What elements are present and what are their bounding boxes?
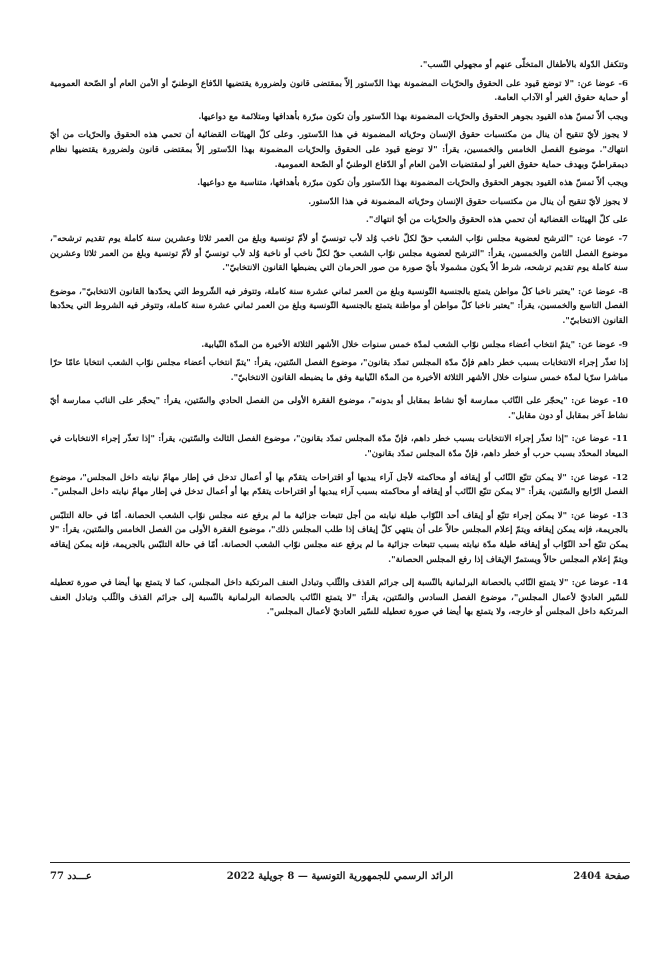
- paragraph: ويجب ألاّ تمسّ هذه القيود بجوهر الحقوق والحرّيات المضمونة بهذا الدّستور وأن تكون مبرّرة بأهدافها، متناسبة مع دواعيها.: [197, 178, 628, 189]
- paragraph: 7- عوضا عن: "الترشح لعضوية مجلس نوّاب الشعب حقّ لكلّ ناخب وُلد لأب تونسيّ أو لأمّ تونسية وبلغ من العمر ثلاثا وعشرين سنة كاملة يوم تقديم ترشحه"، موضوع الفصل الثامن والخمسين، يقرأ: "الترشح لعضوية مجلس نوّاب الشعب حقّ لكلّ ناخب أو ناخبة وُلد لأب تونسيّ أو لأمّ تونسية وبلغ من العمر ثلاثا وعشرين سنة كاملة يوم تقديم ترشحه، شرط ألاّ يكون مشمولا بأيّ صورة من صور الحرمان التي يضبطها القانون الانتخابيّ".: [50, 233, 628, 274]
- paragraph: 8- عوضا عن: "يعتبر ناخبا كلّ مواطن يتمتع بالجنسية التّونسية وبلغ من العمر ثماني عشرة سنة كاملة، وتتوفر فيه الشّروط التي يحدّدها القانون الانتخابيّ"، موضوع الفصل التاسع والخمسين، يقرأ: "يعتبر ناخبا كلّ مواطن أو مواطنة يتمتع بالجنسية التّونسية وبلغ من العمر ثماني عشرة سنة كاملة، وتتوفر فيه الشروط التي يحدّدها القانون الانتخابيّ".: [50, 286, 628, 326]
- paragraph: لا يجوز لأيّ تنقيح أن ينال من مكتسبات حقوق الإنسان وحرّياته المضمونة في هذا الدّستور.: [308, 196, 628, 207]
- paragraph: إذا تعذّر إجراء الانتخابات بسبب خطر داهم فإنّ مدّة المجلس تمدّد بقانون"، موضوع الفصل السّتين، يقرأ: "يتمّ انتخاب أعضاء مجلس نوّاب الشعب انتخابا عامّا حرّا مباشرا سرّيا لمدّة خمس سنوات خلال الأشهر الثلاثة الأخيرة من المدّة النّيابية وفق ما يضبطه القانون الانتخابيّ".: [50, 358, 628, 383]
- paragraph: 14- عوضا عن: "لا يتمتع النّائب بالحصانة البرلمانية بالنّسبة إلى جرائم القذف والثّلب وتبادل العنف المرتكبة داخل المجلس، كما لا يتمتع بها أيضا في صورة تعطيله للسّير العاديّ لأعمال المجلس"، موضوع الفصل السادس والسّتين، يقرأ: "لا يتمتع النّائب بالحصانة البرلمانية بالنّسبة إلى جرائم القذف والثّلب وتبادل العنف المرتكبة داخل المجلس أو خارجه، ولا يتمتع بها أيضا في صورة تعطيله للسّير العاديّ لأعمال المجلس".: [50, 578, 628, 618]
- paragraph: على كلّ الهيئات القضائية أن تحمي هذه الحقوق والحرّيات من أيّ انتهاك".: [365, 215, 628, 226]
- page-number: صفحة 2404: [573, 871, 630, 882]
- page-footer: [50, 871, 630, 889]
- paragraph: 10- عوضا عن: "يحجّر على النّائب ممارسة أيّ نشاط بمقابل أو بدونه"، موضوع الفقرة الأولى من الفصل الحادي والسّتين، يقرأ: "يحجّر على النائب ممارسة أيّ نشاط آخر بمقابل أو دون مقابل".: [50, 396, 628, 421]
- paragraph: 12- عوضا عن: "لا يمكن تتبّع النّائب أو إيقافه أو محاكمته لأجل آراء يبديها أو اقتراحات يتقدّم بها أو أعمال تدخل في إطار مهامّ نيابته داخل المجلس"، موضوع الفصل الرّابع والسّتين، يقرأ: "لا يمكن تتبّع النّائب أو إيقافه أو محاكمته بسبب آراء يبديها أو اقتراحات يتقدّم بها أو أعمال تدخل في إطار مهامّ نيابته داخل المجلس".: [50, 472, 628, 498]
- document-body: [50, 58, 628, 629]
- paragraph: وتتكفل الدّولة بالأطفال المتخلّى عنهم أو مجهولي النّسب".: [419, 60, 628, 70]
- issue-number: عـــدد 77: [50, 871, 92, 882]
- paragraph: 11- عوضا عن: "إذا تعذّر إجراء الانتخابات بسبب خطر داهم، فإنّ مدّة المجلس تمدّد بقانون"، موضوع الفصل الثالث والسّتين، يقرأ: "إذا تعذّر إجراء الانتخابات في الميعاد المحدّد بسبب حرب أو خطر داهم، فإنّ مدّة المجلس تمدّد بقانون".: [50, 434, 628, 460]
- paragraph: 9- عوضا عن: "يتمّ انتخاب أعضاء مجلس نوّاب الشعب لمدّة خمس سنوات خلال الأشهر الثلاثة الأخيرة من المدّة النّيابية.: [201, 339, 628, 350]
- journal-title: الرائد الرسمي للجمهورية التونسية — 8 جويلية 2022: [226, 871, 454, 882]
- paragraph: 13- عوضا عن: "لا يمكن إجراء تتبّع أو إيقاف أحد النّوّاب طيلة نيابته من أجل تتبعات جزائية ما لم يرفع عنه مجلس نوّاب الشعب الحصانة. أمّا في حالة التلبّس بالجريمة، فإنه يمكن إيقافه ويتمّ إعلام المجلس حالاّ على أن ينتهي كلّ إيقاف إذا طلب المجلس ذلك"، موضوع الفقرة الأولى من الفصل الخامس والسّتين، يقرأ: "لا يمكن تتبّع أحد النّوّاب أو إيقافه طيلة مدّة نيابته بسبب تتبعات جزائية ما لم يرفع عنه مجلس نوّاب الشعب الحصانة. أمّا في حالة التلبّس بالجريمة، فإنه يمكن إيقافه ويتمّ إعلام المجلس حالاّ ويستمرّ الإيقاف إذا رفع المجلس الحصانة".: [50, 510, 628, 565]
- paragraph: ويجب ألاّ تمسّ هذه القيود بجوهر الحقوق والحرّيات المضمونة بهذا الدّستور وأن تكون مبرّرة بأهدافها ومتلائمة مع دواعيها.: [198, 111, 628, 122]
- paragraph: لا يجوز لأيّ تنقيح أن ينال من مكتسبات حقوق الإنسان وحرّياته المضمونة في هذا الدّستور. وعلى كلّ الهيئات القضائية أن تحمي هذه الحقوق والحرّيات من أيّ انتهاك". موضوع الفصل الخامس والخمسين، يقرأ: "لا توضع قيود على الحقوق والحرّيات المضمونة بهذا الدّستور إلاّ بمقتضى قانون ولضرورة يقتضيها نظام ديمقراطيّ وبهدف حماية حقوق الغير أو لمقتضيات الأمن العام أو الدّفاع الوطنيّ أو الصّحة العمومية.: [50, 130, 628, 170]
- footer-rule: [50, 862, 630, 863]
- paragraph: 6- عوضا عن: "لا توضع قيود على الحقوق والحرّيات المضمونة بهذا الدّستور إلاّ بمقتضى قانون ولضرورة يقتضيها الدّفاع الوطنيّ أو الأمن العام أو الصّحة العمومية أو حماية حقوق الغير أو الآداب العامة.: [50, 78, 628, 104]
